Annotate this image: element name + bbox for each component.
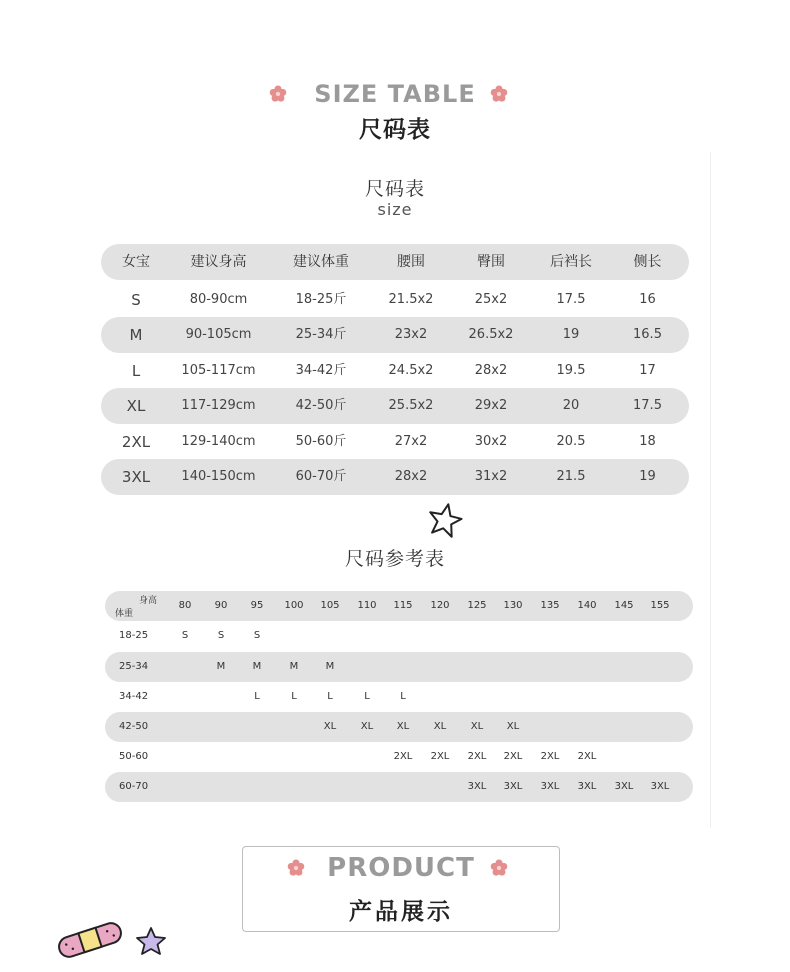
- table-cell: 129-140cm: [181, 434, 256, 449]
- size-cell: M: [325, 661, 335, 672]
- size-cell: XL: [360, 721, 374, 732]
- table-cell: 24.5x2: [388, 363, 434, 378]
- size-cell: 3XL: [503, 781, 523, 792]
- height-column-header: 115: [393, 600, 413, 611]
- table-row: [101, 459, 689, 495]
- table-cell: 27x2: [394, 434, 428, 449]
- table-cell: 19: [639, 469, 656, 484]
- size-cell: 3XL: [577, 781, 597, 792]
- weight-range-label: 60-70: [119, 781, 149, 792]
- weight-range-label: 34-42: [119, 691, 149, 702]
- table-row: [101, 317, 689, 353]
- weight-range-label: 42-50: [119, 721, 149, 732]
- table-cell: 140-150cm: [181, 469, 256, 484]
- height-column-header: 110: [357, 600, 377, 611]
- table-cell: 21.5: [556, 469, 586, 484]
- reference-row: [105, 621, 693, 651]
- size-cell: XL: [433, 721, 447, 732]
- table-cell: 16.5: [633, 327, 662, 342]
- size-cell: XL: [506, 721, 520, 732]
- height-column-header: 135: [540, 600, 560, 611]
- height-column-header: 80: [178, 600, 192, 611]
- table-cell: S: [131, 291, 141, 309]
- column-header: 建议身高: [190, 254, 247, 270]
- table-row: [101, 282, 689, 318]
- table-cell: L: [131, 362, 141, 380]
- column-header: 女宝: [122, 254, 150, 270]
- size-table-header-row: [101, 244, 689, 280]
- size-section-subtitle: size: [377, 200, 413, 219]
- table-cell: 19: [562, 327, 580, 342]
- size-cell: 2XL: [467, 751, 487, 762]
- size-cell: L: [364, 691, 370, 702]
- reference-row: [105, 652, 693, 682]
- weight-range-label: 25-34: [119, 661, 149, 672]
- reference-row: [105, 772, 693, 802]
- star-icon: [135, 926, 167, 956]
- table-cell: XL: [126, 397, 146, 415]
- height-column-header: 105: [320, 600, 340, 611]
- size-cell: S: [181, 630, 189, 641]
- product-title-en: PRODUCT: [327, 853, 475, 883]
- table-cell: 20.5: [556, 434, 586, 449]
- column-header: 腰围: [397, 254, 425, 270]
- table-cell: 29x2: [474, 398, 508, 413]
- column-header: 侧长: [633, 254, 662, 270]
- column-header: 后裆长: [550, 254, 592, 270]
- table-cell: M: [129, 326, 143, 344]
- table-cell: 19.5: [556, 363, 586, 378]
- size-cell: M: [252, 661, 262, 672]
- size-cell: 2XL: [540, 751, 560, 762]
- height-column-header: 120: [430, 600, 450, 611]
- table-cell: 18: [639, 434, 656, 449]
- column-header: 建议体重: [293, 254, 349, 270]
- table-cell: 25.5x2: [388, 398, 434, 413]
- size-cell: M: [216, 661, 226, 672]
- table-cell: 117-129cm: [181, 398, 256, 413]
- reference-row: [105, 742, 693, 772]
- product-title-cn: 产品展示: [349, 899, 453, 925]
- table-cell: 42-50斤: [295, 398, 347, 413]
- size-cell: M: [289, 661, 299, 672]
- size-cell: L: [291, 691, 297, 702]
- height-column-header: 100: [284, 600, 304, 611]
- divider-line: [710, 152, 711, 828]
- size-cell: XL: [470, 721, 484, 732]
- table-cell: 30x2: [474, 434, 508, 449]
- table-cell: 21.5x2: [388, 292, 434, 307]
- star-icon: [427, 502, 463, 538]
- table-cell: 16: [639, 292, 656, 307]
- size-cell: 2XL: [503, 751, 523, 762]
- size-cell: 3XL: [650, 781, 670, 792]
- table-cell: 26.5x2: [468, 327, 514, 342]
- size-section-title: 尺码表: [364, 178, 425, 200]
- size-cell: 3XL: [614, 781, 634, 792]
- height-column-header: 155: [650, 600, 670, 611]
- table-cell: 25x2: [474, 292, 508, 307]
- size-cell: S: [253, 630, 261, 641]
- table-cell: 20: [562, 398, 580, 413]
- size-cell: L: [327, 691, 333, 702]
- table-cell: 23x2: [394, 327, 428, 342]
- reference-section-title: 尺码参考表: [344, 548, 445, 570]
- table-cell: 31x2: [474, 469, 508, 484]
- table-row: [101, 424, 689, 460]
- table-cell: 50-60斤: [295, 434, 347, 449]
- size-cell: XL: [396, 721, 410, 732]
- table-cell: 28x2: [474, 363, 508, 378]
- product-banner: [242, 846, 560, 932]
- height-column-header: 90: [214, 600, 228, 611]
- size-cell: L: [400, 691, 406, 702]
- corner-weight-label: 体重: [115, 609, 134, 619]
- size-cell: L: [254, 691, 260, 702]
- reference-header-row: [105, 591, 693, 621]
- height-column-header: 130: [503, 600, 523, 611]
- table-cell: 34-42斤: [295, 363, 347, 378]
- bandage-icon: [54, 918, 126, 962]
- size-cell: 3XL: [540, 781, 560, 792]
- table-cell: 28x2: [394, 469, 428, 484]
- height-column-header: 125: [467, 600, 487, 611]
- size-cell: XL: [323, 721, 337, 732]
- table-cell: 60-70斤: [295, 469, 347, 484]
- table-cell: 17: [639, 363, 656, 378]
- size-cell: 2XL: [577, 751, 597, 762]
- height-column-header: 145: [614, 600, 634, 611]
- size-cell: S: [217, 630, 225, 641]
- reference-row: [105, 682, 693, 712]
- table-cell: 17.5: [556, 292, 586, 307]
- size-table-title-cn: 尺码表: [359, 117, 431, 143]
- reference-row: [105, 712, 693, 742]
- table-cell: 17.5: [633, 398, 662, 413]
- size-cell: 2XL: [393, 751, 413, 762]
- table-cell: 2XL: [121, 433, 151, 451]
- corner-height-label: 身高: [139, 596, 158, 606]
- height-column-header: 95: [250, 600, 264, 611]
- size-cell: 3XL: [467, 781, 487, 792]
- table-row: [101, 353, 689, 389]
- table-cell: 80-90cm: [189, 292, 248, 307]
- size-cell: 2XL: [430, 751, 450, 762]
- size-table-title-en: SIZE TABLE: [314, 80, 476, 108]
- table-cell: 105-117cm: [181, 363, 256, 378]
- height-column-header: 140: [577, 600, 597, 611]
- weight-range-label: 50-60: [119, 751, 149, 762]
- column-header: 臀围: [477, 254, 505, 270]
- table-cell: 25-34斤: [295, 327, 347, 342]
- weight-range-label: 18-25: [119, 630, 149, 641]
- table-cell: 18-25斤: [295, 292, 347, 307]
- table-row: [101, 388, 689, 424]
- table-cell: 3XL: [121, 468, 151, 486]
- table-cell: 90-105cm: [185, 327, 252, 342]
